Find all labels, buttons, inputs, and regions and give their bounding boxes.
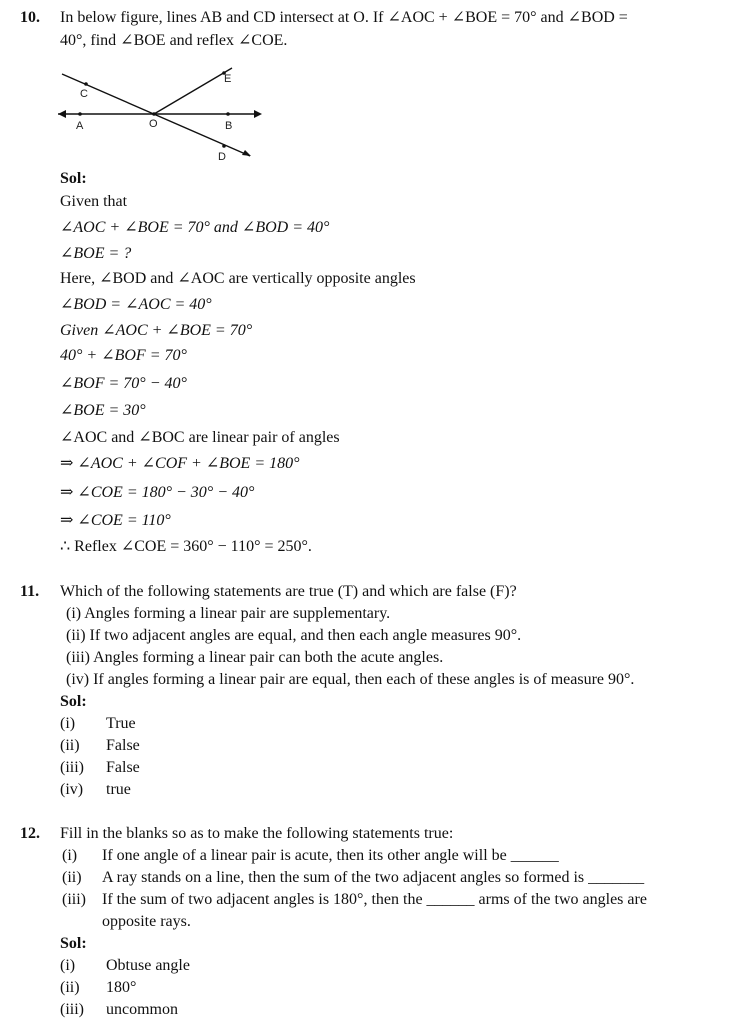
q11-item: (iv) If angles forming a linear pair are equal, then each of these angles is of measure 90°. (66, 671, 635, 688)
q11-question: Which of the following statements are true (T) and which are false (F)? (60, 583, 517, 600)
q10-step: ∠AOC and ∠BOC are linear pair of angles (60, 429, 340, 446)
q10-step: ⇒ ∠COE = 180° − 30° − 40° (60, 484, 255, 501)
q11-answer-text: True (106, 715, 136, 732)
q10-step: ∠BOF = 70° − 40° (60, 375, 187, 392)
q12-number: 12. (20, 825, 40, 842)
q10-step: ∴ Reflex ∠COE = 360° − 110° = 250°. (60, 538, 312, 555)
ray-oe (154, 68, 232, 114)
q11-answer (60, 714, 136, 734)
q12-sol-label: Sol: (60, 935, 87, 952)
label-a: A (76, 120, 84, 132)
label-o: O (149, 118, 158, 130)
q11-item: (ii) If two adjacent angles are equal, and then each angle measures 90°. (66, 627, 522, 644)
q12-answer (60, 978, 136, 998)
label-b: B (225, 120, 233, 132)
q12-item (62, 846, 559, 866)
q10-step: Here, ∠BOD and ∠AOC are vertically opposite angles (60, 270, 416, 287)
point-c (84, 82, 88, 86)
q12-item-text: A ray stands on a line, then the sum of the two adjacent angles so formed is _______ (102, 869, 645, 886)
q10-number: 10. (20, 9, 40, 26)
q11-answer-num: (ii) (60, 737, 80, 754)
q11-item: (iii) Angles forming a linear pair can both the acute angles. (66, 649, 444, 666)
q12-answer-num: (ii) (60, 979, 80, 996)
arrow-a-icon (58, 110, 66, 118)
point-o (152, 112, 156, 116)
q11-number: 11. (20, 583, 40, 600)
q10-step: ∠BOE = ? (60, 245, 132, 262)
q10-step: Given ∠AOC + ∠BOE = 70° (60, 322, 253, 339)
q11-answer-text: true (106, 781, 131, 798)
q12-answer-text: 180° (106, 979, 137, 996)
q10-step: Given that (60, 193, 128, 210)
q12-item (62, 868, 644, 888)
q12-item-text: If one angle of a linear pair is acute, then its other angle will be ______ (102, 847, 559, 864)
q12-answer-num: (i) (60, 957, 76, 974)
q12-item-text: If the sum of two adjacent angles is 180°, then the ______ arms of the two angles are (102, 891, 647, 908)
q11-item: (i) Angles forming a linear pair are supplementary. (66, 605, 391, 622)
arrow-b-icon (254, 110, 262, 118)
q11-answer (60, 736, 140, 756)
point-b (226, 112, 230, 116)
q11-answer (60, 758, 140, 778)
q10-question-line2: 40°, find ∠BOE and reflex ∠COE. (60, 32, 288, 49)
line-cd (62, 74, 250, 156)
q12-answer-text: Obtuse angle (106, 957, 190, 974)
q10-figure (54, 64, 264, 164)
q12-item (62, 890, 647, 910)
q12-item-num: (ii) (62, 869, 82, 886)
label-d: D (218, 151, 226, 163)
q12-item-num: (iii) (62, 891, 86, 908)
q10-step: 40° + ∠BOF = 70° (60, 347, 187, 364)
q10-step: ⇒ ∠COE = 110° (60, 512, 171, 529)
q11-answer (60, 780, 131, 800)
q11-answer-text: False (106, 737, 140, 754)
q12-answer-text: uncommon (106, 1001, 178, 1018)
point-d (222, 144, 226, 148)
q12-answer (60, 956, 190, 976)
q12-question: Fill in the blanks so as to make the following statements true: (60, 825, 454, 842)
label-c: C (80, 88, 88, 100)
arrow-d-icon (242, 150, 251, 156)
q11-answer-num: (iv) (60, 781, 84, 798)
q12-answer (60, 1000, 178, 1020)
point-a (78, 112, 82, 116)
q10-step: ⇒ ∠AOC + ∠COF + ∠BOE = 180° (60, 455, 300, 472)
q12-item-num: (i) (62, 847, 78, 864)
q10-step: ∠BOE = 30° (60, 402, 146, 419)
q10-step: ∠BOD = ∠AOC = 40° (60, 296, 212, 313)
q10-sol-label: Sol: (60, 170, 87, 187)
q11-answer-num: (i) (60, 715, 76, 732)
q11-sol-label: Sol: (60, 693, 87, 710)
q11-answer-text: False (106, 759, 140, 776)
q11-answer-num: (iii) (60, 759, 84, 776)
q12-item-continuation: opposite rays. (102, 913, 191, 930)
label-e: E (224, 73, 232, 85)
q10-question-line1: In below figure, lines AB and CD intersect at O. If ∠AOC + ∠BOE = 70° and ∠BOD = (60, 9, 628, 26)
q10-step: ∠AOC + ∠BOE = 70° and ∠BOD = 40° (60, 219, 330, 236)
q12-answer-num: (iii) (60, 1001, 84, 1018)
